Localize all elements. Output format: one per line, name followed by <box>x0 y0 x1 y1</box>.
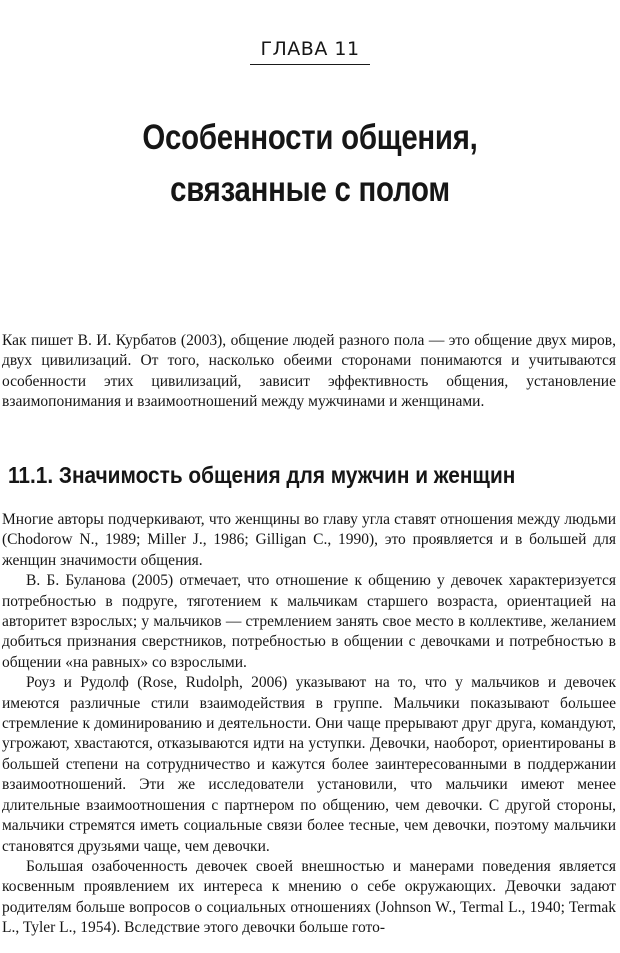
body-paragraph-3: Роуз и Рудолф (Rose, Rudolph, 2006) указывают на то, что у мальчиков и девочек имеются различные стили взаимодействия в группе. Мальчики показывают большее стремление к доминированию и деятельности. Они чаще прерывают друг друга, командуют, угрожают, хвастаются, отказываются идти на уступки. Девочки, наоборот, ориентированы в большей степени на сотрудничество и кажутся более заинтересованными в поддержании взаимоотношений. Эти же исследователи установили, что мальчики имеют менее длительные взаимоотношения с партнером по общению, чем девочки. С другой стороны, мальчики стремятся иметь социальные связи более тесные, чем девочки, поэтому мальчики становятся друзьями чаще, чем девочки. <box>2 674 616 855</box>
body-paragraph-2: В. Б. Буланова (2005) отмечает, что отношение к общению у девочек характеризуется потребностью в подруге, тяготением к мальчикам старшего возраста, ориентацией на авторитет взрослых; у мальчиков — стремлением занять свое место в коллективе, желанием добиться признания сверстников, потребностью в общении с девочками и потребностью в общении «на равных» со взрослыми. <box>2 572 616 671</box>
chapter-label: ГЛАВА 11 <box>250 38 369 65</box>
chapter-title-line-1: Особенности общения, <box>142 118 478 157</box>
section-heading: 11.1. Значимость общения для мужчин и женщин <box>8 462 516 488</box>
chapter-title-line-2: связанные с полом <box>170 170 450 209</box>
body-paragraph-4: Большая озабоченность девочек своей внешностью и манерами поведения является косвенным проявлением их интереса к мнению о себе окружающих. Девочки задают родителям больше вопросов о социальных отношениях (Johnson W., Termal L., 1940; Termak L., Tyler L., 1954). Вследствие этого девочки больше гото- <box>2 857 616 937</box>
body-paragraph-1: Многие авторы подчеркивают, что женщины во главу угла ставят отношения между людьми (Chodorow N., 1989; Miller J., 1986; Gilligan C., 1990), это проявляется и в большей для женщин значимости общения. <box>2 511 616 569</box>
chapter-label-container <box>0 38 620 65</box>
intro-paragraph: Как пишет В. И. Курбатов (2003), общение людей разного пола — это общение двух миров, двух цивилизаций. От того, насколько обеими сторонами понимаются и учитываются особенности этих цивилизаций, зависит эффективность общения, установление взаимопонимания и взаимоотношений между мужчинами и женщинами. <box>2 332 616 411</box>
chapter-title <box>50 112 571 216</box>
section-body <box>2 510 616 939</box>
